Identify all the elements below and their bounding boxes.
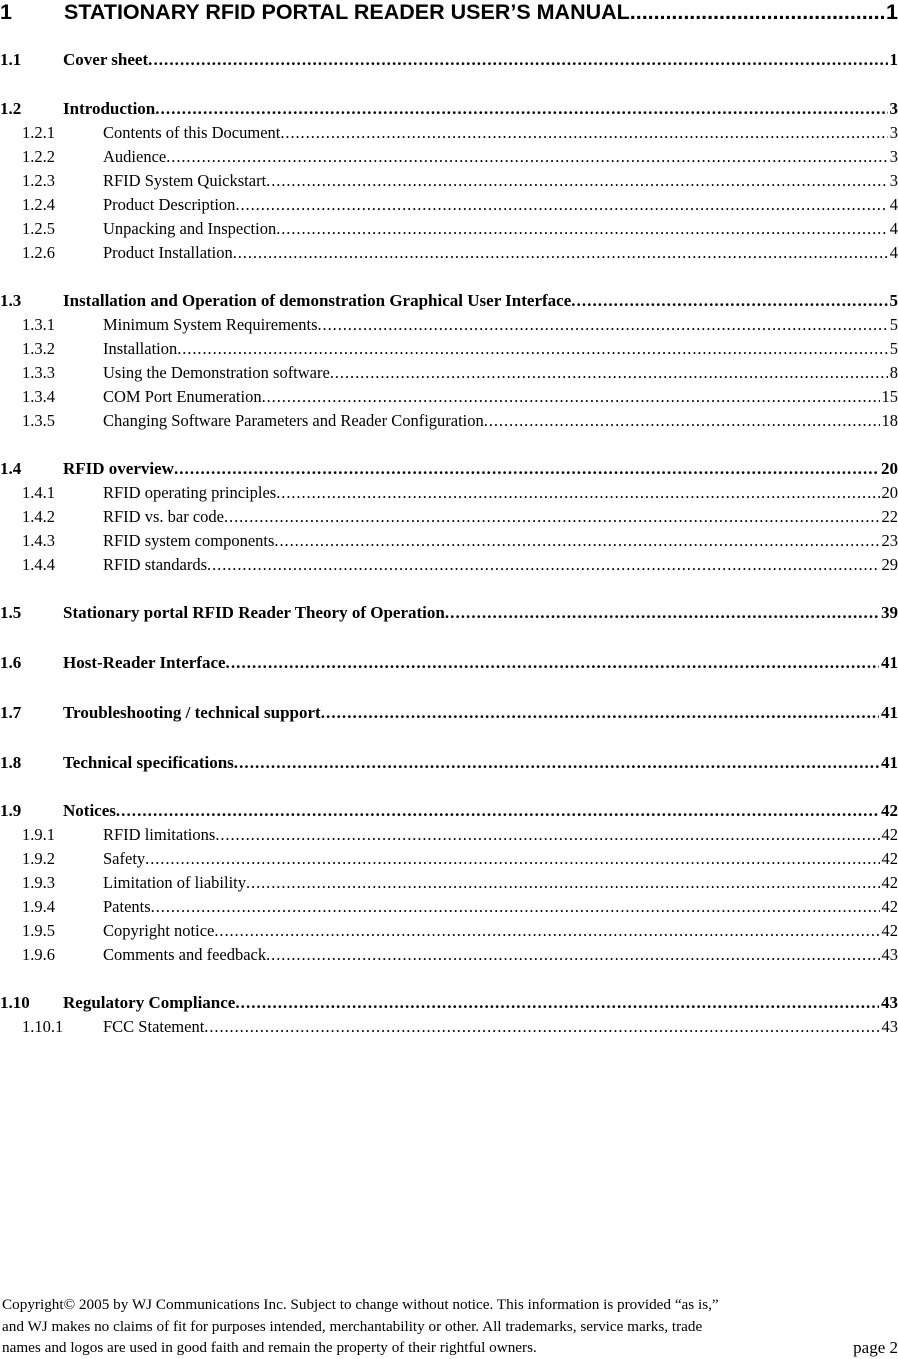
toc-leader-dots	[571, 291, 887, 311]
toc-entry-number: 1.2.2	[22, 147, 55, 166]
toc-title-text: STATIONARY RFID PORTAL READER USER’S MANUAL	[64, 0, 630, 24]
toc-entry-1-2-1[interactable]	[0, 123, 898, 145]
toc-entry-page: 41	[881, 653, 898, 672]
toc-entry-title: Host-Reader Interface	[63, 653, 226, 672]
toc-entry-page: 3	[889, 171, 898, 190]
toc-entry-number: 1.3.2	[22, 339, 55, 358]
toc-entry-1-2-2[interactable]	[0, 147, 898, 169]
toc-entry-page: 3	[889, 99, 898, 118]
toc-entry-1-2-5[interactable]	[0, 219, 898, 241]
toc-entry-1-3[interactable]	[0, 291, 898, 313]
footer-copyright-line-1: Copyright© 2005 by WJ Communications Inc. Subject to change without notice. This information is provided “as is,”	[2, 1296, 719, 1313]
toc-entry-1-9-6[interactable]	[0, 945, 898, 967]
toc-leader-dots	[321, 703, 879, 723]
toc-leader-dots	[166, 147, 888, 167]
toc-entry-1-4-1[interactable]	[0, 483, 898, 505]
toc-entry-1-2[interactable]	[0, 99, 898, 121]
toc-entry-title: RFID System Quickstart	[103, 171, 267, 190]
toc-entry-1-4[interactable]	[0, 459, 898, 481]
toc-leader-dots	[177, 339, 888, 359]
toc-leader-dots	[207, 555, 879, 575]
toc-title-page: 1	[886, 0, 898, 24]
toc-entry-1-7[interactable]	[0, 703, 898, 725]
toc-entry-title: Cover sheet	[63, 50, 149, 69]
toc-leader-dots	[445, 603, 879, 623]
toc-leader-dots	[145, 849, 879, 869]
toc-leader-dots	[276, 219, 888, 239]
toc-leader-dots	[151, 897, 880, 917]
toc-entry-1-3-1[interactable]	[0, 315, 898, 337]
toc-leader-dots	[630, 0, 884, 25]
toc-leader-dots	[246, 873, 880, 893]
toc-entry-1-10-1[interactable]	[0, 1017, 898, 1039]
toc-entry-title: FCC Statement	[103, 1017, 205, 1036]
toc-entry-number: 1.4.4	[22, 555, 55, 574]
toc-entry-number: 1.2.3	[22, 171, 55, 190]
toc-entry-number: 1.9.6	[22, 945, 55, 964]
toc-entry-page: 42	[881, 825, 898, 844]
toc-leader-dots	[280, 123, 887, 143]
toc-entry-title: Technical specifications	[63, 753, 234, 772]
toc-entry-page: 4	[889, 195, 898, 214]
toc-entry-1-4-2[interactable]	[0, 507, 898, 529]
toc-title-number: 1	[0, 0, 12, 24]
toc-leader-dots	[226, 653, 879, 673]
toc-entry-page: 20	[881, 483, 898, 502]
toc-entry-title: Contents of this Document	[103, 123, 281, 142]
toc-entry-number: 1.2.6	[22, 243, 55, 262]
toc-entry-page: 18	[881, 411, 898, 430]
toc-entry-1-8[interactable]	[0, 753, 898, 775]
toc-entry-number: 1.4.2	[22, 507, 55, 526]
toc-leader-dots	[215, 825, 879, 845]
toc-leader-dots	[484, 411, 880, 431]
toc-entry-number: 1.3.1	[22, 315, 55, 334]
toc-entry-title: Stationary portal RFID Reader Theory of Operation	[63, 603, 445, 622]
toc-leader-dots	[276, 483, 879, 503]
toc-entry-1-2-4[interactable]	[0, 195, 898, 217]
toc-entry-title: Introduction	[63, 99, 156, 118]
toc-entry-page: 42	[881, 921, 898, 940]
toc-entry-title: Comments and feedback	[103, 945, 267, 964]
toc-leader-dots	[266, 171, 888, 191]
toc-entry-title: Audience	[103, 147, 167, 166]
toc-entry-title: Limitation of liability	[103, 873, 246, 892]
toc-leader-dots	[318, 315, 888, 335]
toc-entry-number: 1.9.5	[22, 921, 55, 940]
toc-entry-1-3-3[interactable]	[0, 363, 898, 385]
toc-leader-dots	[235, 993, 879, 1013]
toc-entry-page: 3	[889, 147, 898, 166]
toc-entry-1-6[interactable]	[0, 653, 898, 675]
toc-entry-title: RFID overview	[63, 459, 174, 478]
toc-entry-number: 1.2	[0, 99, 22, 118]
toc-entry-title: COM Port Enumeration	[103, 387, 262, 406]
toc-entry-page: 29	[881, 555, 898, 574]
toc-entry-page: 4	[889, 219, 898, 238]
toc-entry-number: 1.9.4	[22, 897, 55, 916]
toc-entry-page: 5	[889, 291, 898, 310]
toc-entry-number: 1.1	[0, 50, 22, 69]
toc-entry-title: RFID operating principles	[103, 483, 277, 502]
toc-entry-1-9[interactable]	[0, 801, 898, 823]
toc-entry-page: 8	[889, 363, 898, 382]
toc-entry-page: 15	[881, 387, 898, 406]
toc-entry-1-9-2[interactable]	[0, 849, 898, 871]
page-number: page 2	[853, 1338, 898, 1357]
toc-entry-page: 41	[881, 703, 898, 722]
toc-entry-number: 1.7	[0, 703, 22, 722]
toc-entry-page: 42	[881, 897, 898, 916]
footer-copyright-line-2: and WJ makes no claims of fit for purposes intended, merchantability or other. All trademarks, service marks, trade	[2, 1317, 703, 1335]
toc-entry-number: 1.3.5	[22, 411, 55, 430]
toc-entry-1-1[interactable]	[0, 50, 898, 72]
toc-entry-page: 41	[881, 753, 898, 772]
toc-entry-page: 42	[881, 801, 898, 820]
toc-entry-number: 1.2.5	[22, 219, 55, 238]
toc-leader-dots	[155, 99, 887, 119]
toc-entry-1-10[interactable]	[0, 993, 898, 1015]
toc-leader-dots	[224, 507, 880, 527]
toc-entry-title: RFID limitations	[103, 825, 216, 844]
toc-entry-number: 1.8	[0, 753, 22, 772]
toc-entry-1-2-3[interactable]	[0, 171, 898, 193]
toc-entry-number: 1.10	[0, 993, 30, 1012]
toc-entry-1-9-4[interactable]	[0, 897, 898, 919]
toc-entry-1-4-4[interactable]	[0, 555, 898, 577]
toc-entry-title: Troubleshooting / technical support	[63, 703, 321, 722]
toc-entry-title: Using the Demonstration software	[103, 363, 330, 382]
toc-entry-page: 20	[881, 459, 898, 478]
toc-entry-page: 5	[889, 315, 898, 334]
toc-entry-title: Unpacking and Inspection	[103, 219, 277, 238]
toc-entry-1-3-2[interactable]	[0, 339, 898, 361]
toc-title	[0, 0, 898, 26]
toc-entry-number: 1.4	[0, 459, 22, 478]
toc-entry-number: 1.3.4	[22, 387, 55, 406]
toc-entry-page: 4	[889, 243, 898, 262]
toc-entry-page: 1	[889, 50, 898, 69]
toc-entry-1-5[interactable]	[0, 603, 898, 625]
toc-entry-number: 1.2.1	[22, 123, 55, 142]
toc-entry-number: 1.3.3	[22, 363, 55, 382]
toc-entry-1-2-6[interactable]	[0, 243, 898, 265]
footer-last-line	[2, 1337, 898, 1359]
toc-entry-page: 23	[881, 531, 898, 550]
toc-entry-number: 1.9.1	[22, 825, 55, 844]
toc-leader-dots	[262, 387, 880, 407]
toc-entry-number: 1.3	[0, 291, 22, 310]
toc-entry-1-9-1[interactable]	[0, 825, 898, 847]
toc-entry-page: 39	[881, 603, 898, 622]
toc-entry-title: Changing Software Parameters and Reader Configuration	[103, 411, 484, 430]
toc-entry-title: Copyright notice	[103, 921, 215, 940]
toc-entry-title: Product Installation	[103, 243, 233, 262]
toc-leader-dots	[204, 1017, 879, 1037]
toc-leader-dots	[233, 243, 888, 263]
toc-entry-page: 43	[881, 945, 898, 964]
toc-leader-dots	[234, 753, 879, 773]
toc-entry-title: Regulatory Compliance	[63, 993, 236, 1012]
toc-leader-dots	[330, 363, 888, 383]
toc-leader-dots	[174, 459, 879, 479]
toc-entry-1-4-3[interactable]	[0, 531, 898, 553]
toc-entry-page: 5	[889, 339, 898, 358]
toc-entry-page: 22	[881, 507, 898, 526]
toc-entry-number: 1.9.2	[22, 849, 55, 868]
toc-entry-1-3-5[interactable]	[0, 411, 898, 433]
toc-entry-1-9-5[interactable]	[0, 921, 898, 943]
toc-entry-title: RFID system components	[103, 531, 275, 550]
toc-entry-title: Minimum System Requirements	[103, 315, 318, 334]
toc-entry-number: 1.2.4	[22, 195, 55, 214]
toc-entry-page: 3	[889, 123, 898, 142]
toc-entry-number: 1.4.1	[22, 483, 55, 502]
toc-entry-number: 1.9	[0, 801, 22, 820]
toc-entry-title: Installation and Operation of demonstration Graphical User Interface	[63, 291, 572, 310]
toc-entry-number: 1.6	[0, 653, 22, 672]
toc-entry-title: Installation	[103, 339, 178, 358]
toc-entry-1-9-3[interactable]	[0, 873, 898, 895]
toc-entry-number: 1.9.3	[22, 873, 55, 892]
toc-entry-number: 1.4.3	[22, 531, 55, 550]
footer-copyright-line-3: names and logos are used in good faith and remain the property of their rightful owners.	[2, 1339, 537, 1356]
toc-entry-number: 1.5	[0, 603, 22, 622]
toc-entry-page: 42	[881, 849, 898, 868]
toc-entry-page: 42	[881, 873, 898, 892]
toc-entry-1-3-4[interactable]	[0, 387, 898, 409]
toc-leader-dots	[148, 50, 887, 70]
toc-leader-dots	[266, 945, 879, 965]
toc-entry-title: Safety	[103, 849, 146, 868]
toc-entry-page: 43	[881, 1017, 898, 1036]
toc-entry-title: Product Description	[103, 195, 236, 214]
toc-leader-dots	[214, 921, 879, 941]
toc-entry-title: Notices	[63, 801, 116, 820]
toc-leader-dots	[235, 195, 887, 215]
toc-leader-dots	[274, 531, 879, 551]
page-footer	[2, 1294, 898, 1359]
toc-leader-dots	[116, 801, 879, 821]
toc-entry-number: 1.10.1	[22, 1017, 64, 1036]
toc-entry-title: Patents	[103, 897, 151, 916]
toc-entry-page: 43	[881, 993, 898, 1012]
toc-entry-title: RFID vs. bar code	[103, 507, 224, 526]
toc-entry-title: RFID standards	[103, 555, 208, 574]
